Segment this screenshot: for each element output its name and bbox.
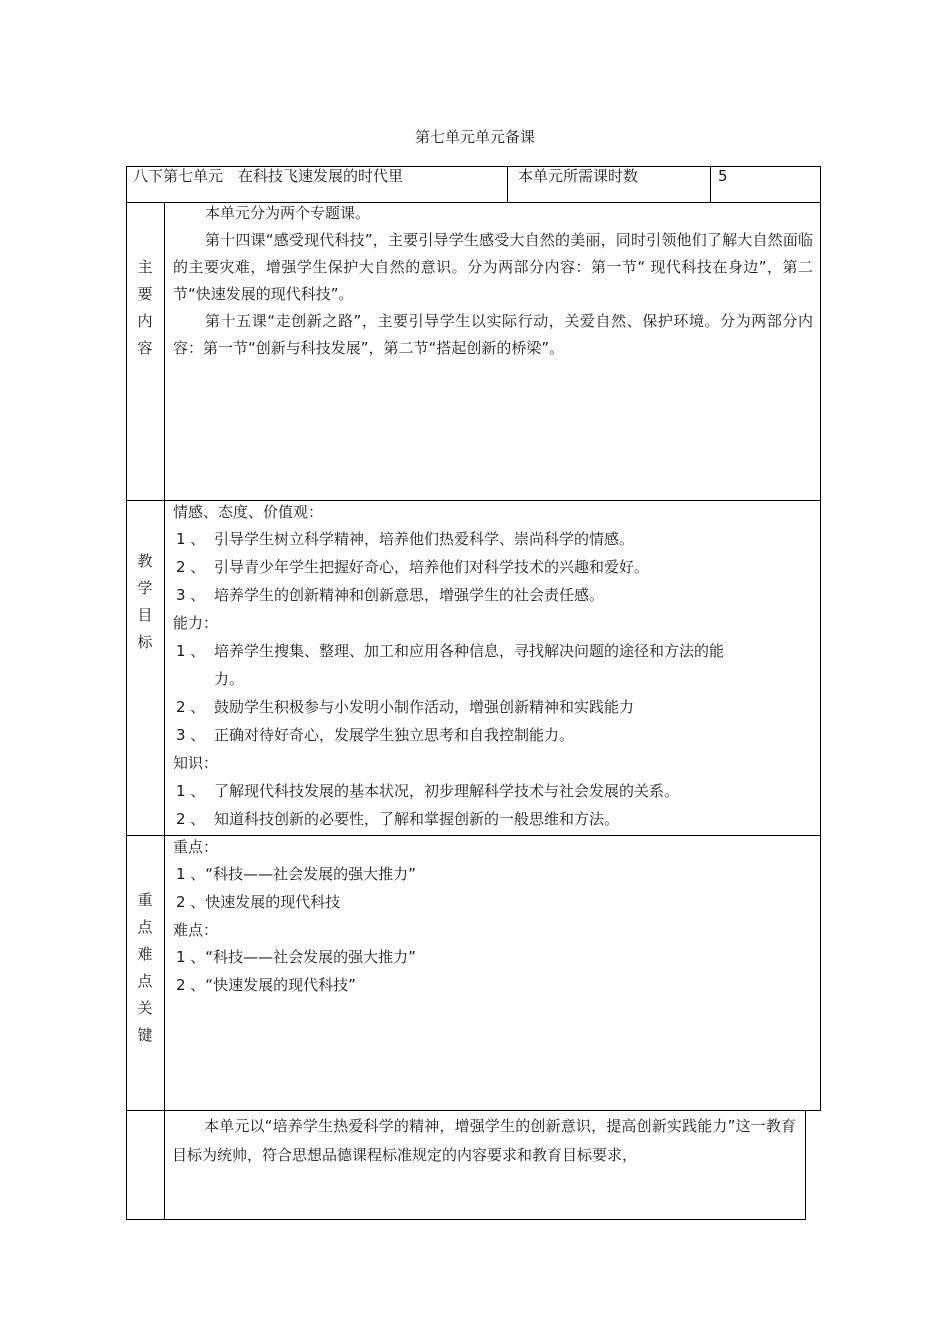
analysis-text: [172, 1112, 796, 1170]
list-item: 1 、 培养学生搜集、整理、加工和应用各种信息，寻找解决问题的途径和方法的能: [176, 642, 725, 660]
list-item: 2 、 鼓励学生积极参与小发明小制作活动，增强创新精神和实践能力: [176, 698, 635, 716]
difficulty-heading: 难点：: [173, 921, 219, 939]
keys-label: 重 点 难 点 关 键: [137, 891, 153, 1044]
table-border: [126, 1219, 806, 1220]
hours-value: 5: [718, 167, 728, 185]
ability-heading: 能力：: [173, 614, 219, 632]
key-heading: 重点：: [173, 838, 219, 856]
list-item: 1 、“科技——社会发展的强大推力”: [176, 948, 416, 966]
knowledge-heading: 知识：: [173, 754, 219, 772]
content-text: [173, 200, 813, 362]
list-item: 2 、快速发展的现代科技: [176, 893, 341, 911]
list-item: 3 、 正确对待好奇心，发展学生独立思考和自我控制能力。: [176, 726, 575, 744]
list-item: 1 、“科技——社会发展的强大推力”: [176, 865, 416, 883]
page-title: 第七单元单元备课: [414, 128, 535, 146]
content-paragraph: 第十四课“感受现代科技”，主要引导学生感受大自然的美丽，同时引领他们了解大自然面临的主要灾难，增强学生保护大自然的意识。分为两部分内容：第一节“ 现代科技在身边”，第二节“快速发展的现代科技”。: [173, 231, 813, 303]
list-item: 3 、 培养学生的创新精神和创新意思，增强学生的社会责任感。: [176, 586, 605, 604]
table-border: [126, 1110, 821, 1111]
list-item: 2 、 引导青少年学生把握好奇心，培养他们对科学技术的兴趣和爱好。: [176, 558, 650, 576]
table-border: [507, 166, 508, 203]
list-item: 2 、“快速发展的现代科技”: [176, 976, 356, 994]
content-paragraph: 第十五课“走创新之路”，主要引导学生以实际行动，关爱自然、保护环境。分为两部分内容：第一节“创新与科技发展”，第二节“搭起创新的桥梁”。: [173, 312, 813, 357]
list-item-continuation: 力。: [214, 670, 245, 688]
table-border: [126, 835, 821, 836]
list-item: 1 、 了解现代科技发展的基本状况，初步理解科学技术与社会发展的关系。: [176, 782, 680, 800]
table-border: [710, 166, 711, 203]
hours-label: 本单元所需课时数: [518, 167, 639, 185]
content-label: 主 要 内 容: [137, 258, 153, 357]
list-item: 1 、 引导学生树立科学精神，培养他们热爱科学、崇尚科学的情感。: [176, 530, 635, 548]
emotion-heading: 情感、态度、价值观：: [173, 503, 324, 521]
table-border: [164, 202, 165, 1220]
goals-label: 教 学 目 标: [137, 552, 153, 651]
list-item: 2 、 知道科技创新的必要性，了解和掌握创新的一般思维和方法。: [176, 810, 620, 828]
analysis-paragraph: 本单元以“培养学生热爱科学的精神，增强学生的创新意识，提高创新实践能力”这一教育目标为统帅，符合思想品德课程标准规定的内容要求和教育目标要求，: [172, 1117, 796, 1164]
content-paragraph: 本单元分为两个专题课。: [205, 204, 371, 222]
table-border: [805, 1110, 806, 1220]
table-border: [820, 166, 821, 1111]
unit-title: 八下第七单元 在科技飞速发展的时代里: [133, 167, 404, 185]
